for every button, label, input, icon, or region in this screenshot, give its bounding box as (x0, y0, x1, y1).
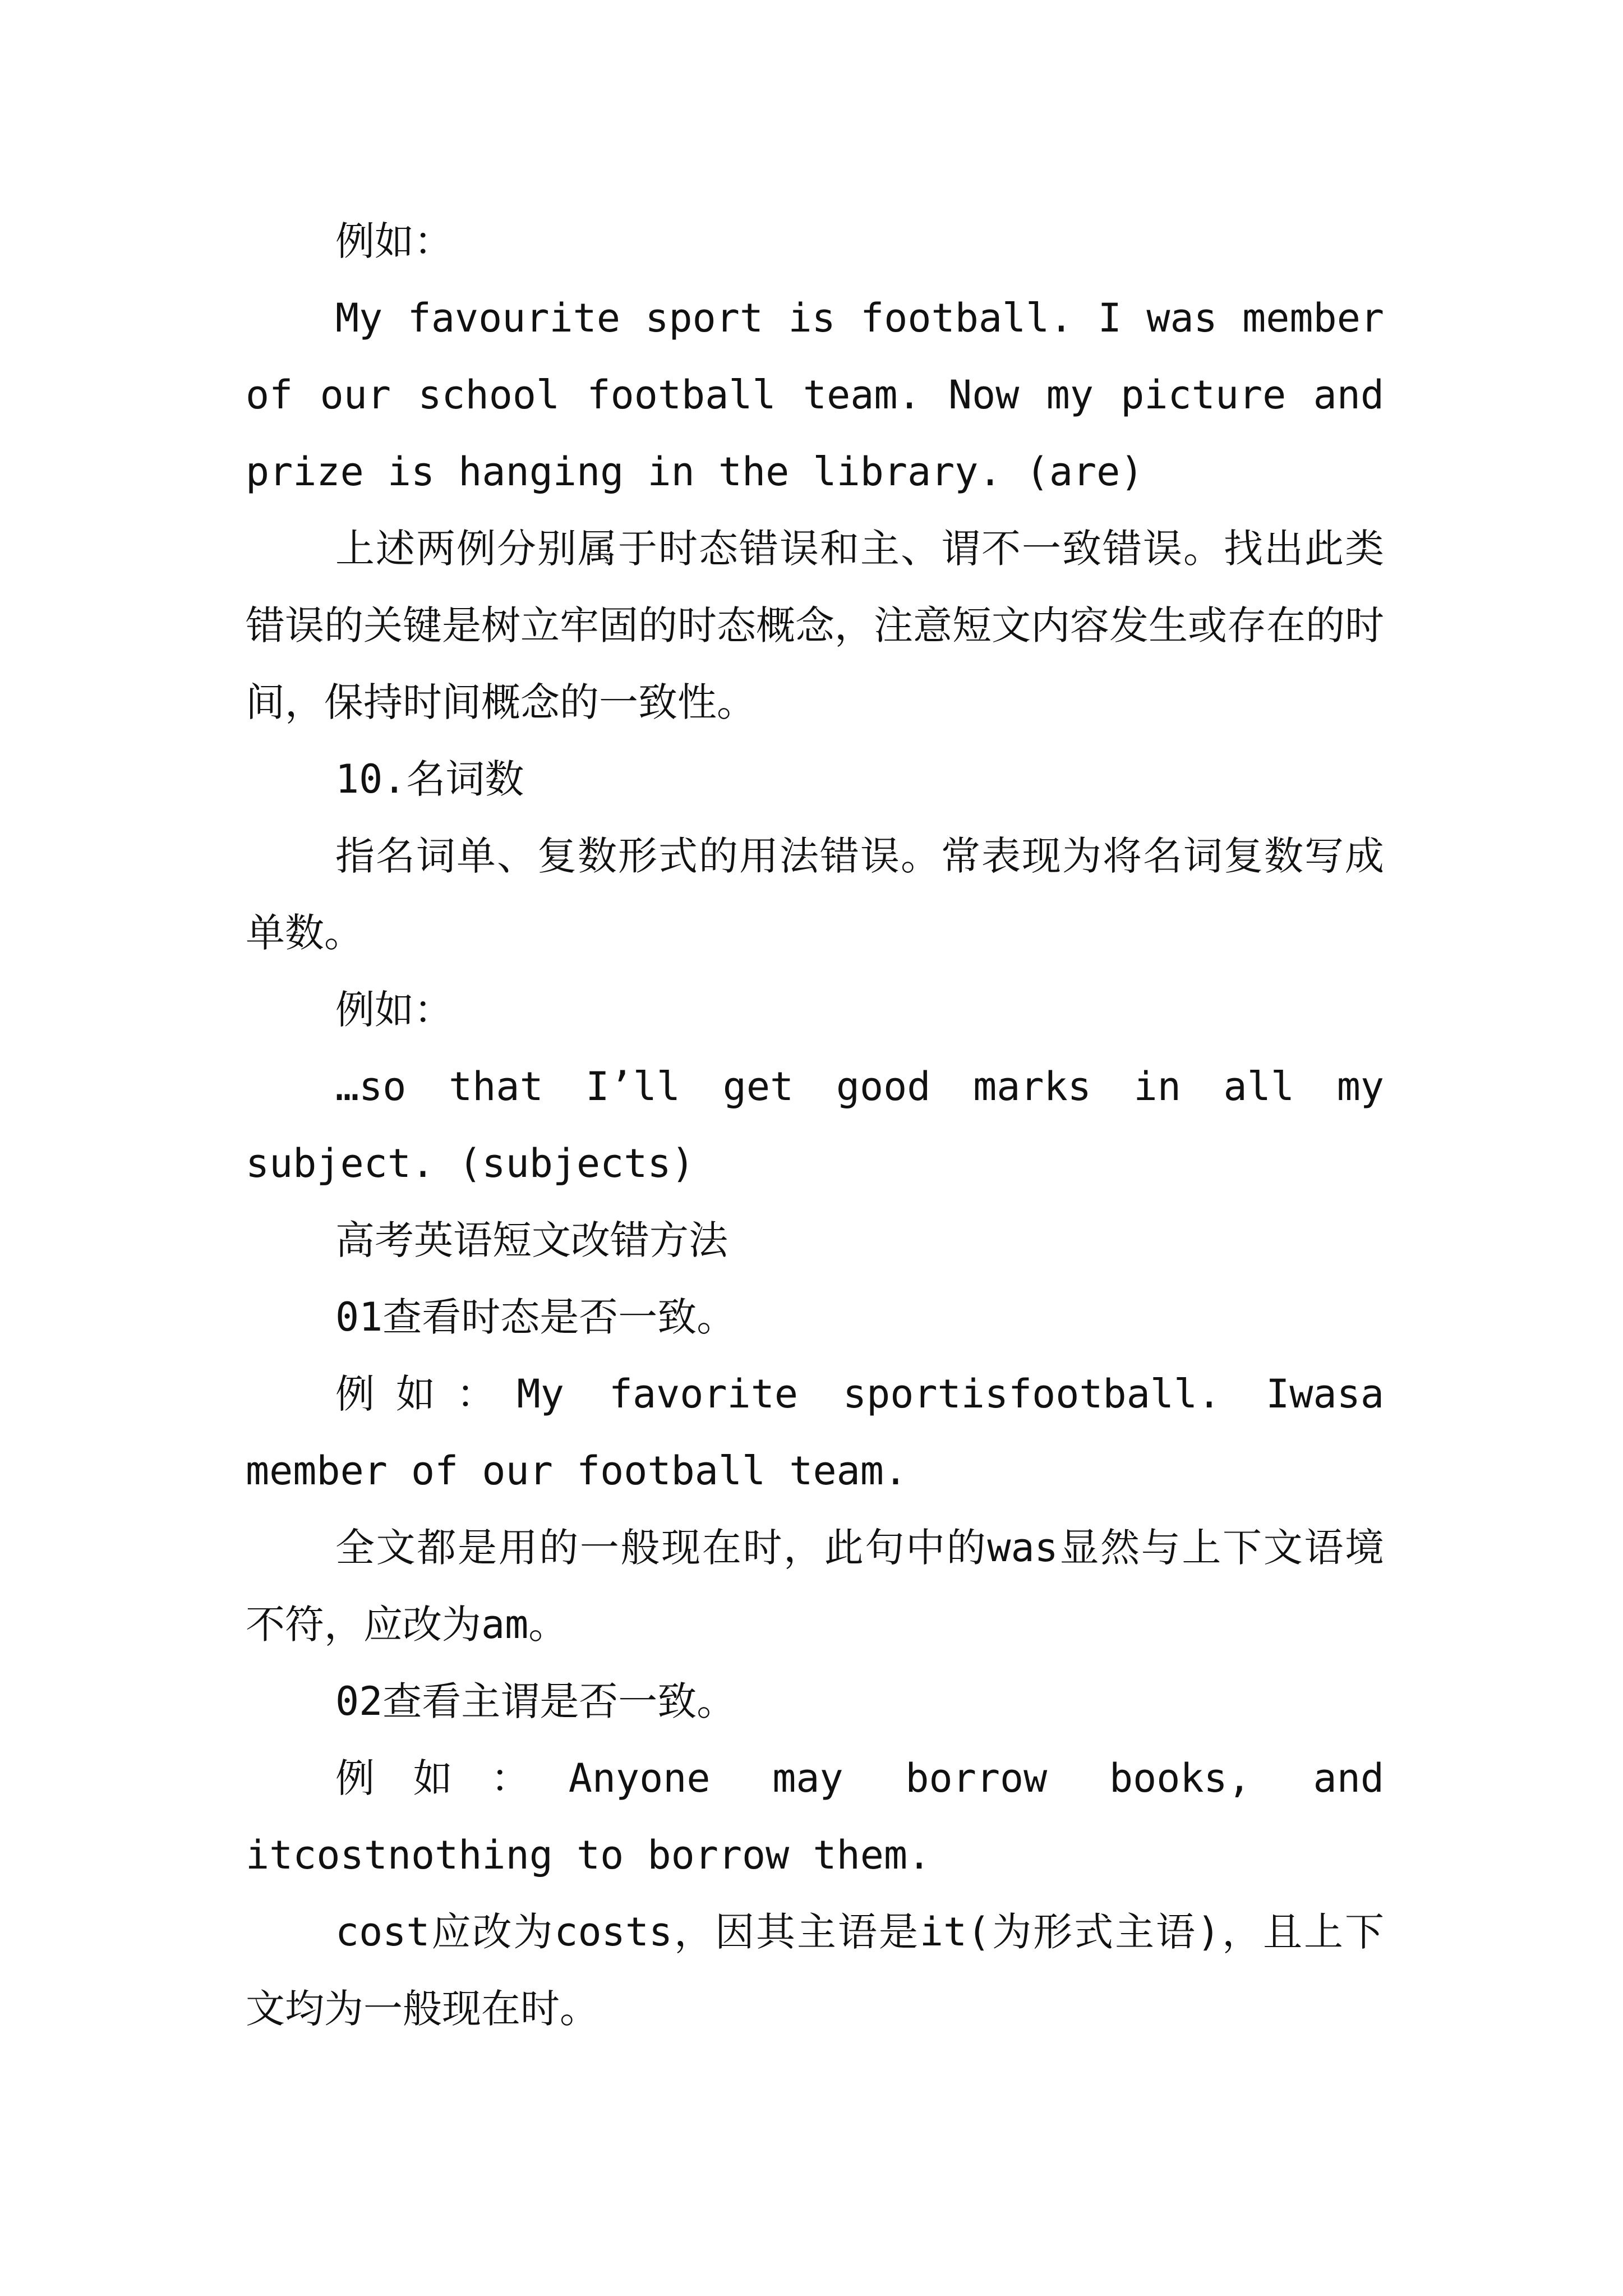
paragraph-example-football-sentence: My favourite sport is football. I was member of our school football team. Now my picture and prize is hanging in the library. (are) (246, 295, 1384, 495)
paragraph-example-label-2: 例如： (335, 987, 453, 1033)
paragraph-example-label-1: 例如： (335, 218, 453, 264)
paragraph-tense-agreement-explanation: 上述两例分别属于时态错误和主、谓不一致错误。找出此类错误的关键是树立牢固的时态概念，注意短文内容发生或存在的时间，保持时间概念的一致性。 (246, 526, 1384, 725)
method-01-example: 例如：My favorite sportisfootball. Iwasa member of our football team. (246, 1371, 1384, 1494)
paragraph-example-subjects-sentence: …so that I’ll get good marks in all my subject. (subjects) (246, 1064, 1384, 1186)
section-heading-noun-number: 10.名词数 (335, 756, 524, 802)
method-02-example: 例如：Anyone may borrow books, and itcostnothing to borrow them. (246, 1755, 1384, 1878)
method-01-explanation: 全文都是用的一般现在时，此句中的was显然与上下文语境不符，应改为am。 (246, 1525, 1384, 1648)
document-body (246, 203, 1384, 2047)
paragraph-noun-number-definition: 指名词单、复数形式的用法错误。常表现为将名词复数写成单数。 (246, 833, 1384, 956)
method-02-heading: 02查看主谓是否一致。 (335, 1678, 736, 1724)
method-01-heading: 01查看时态是否一致。 (335, 1294, 736, 1340)
method-02-explanation: cost应改为costs，因其主语是it(为形式主语)，且上下文均为一般现在时。 (246, 1909, 1384, 2032)
section-heading-correction-methods: 高考英语短文改错方法 (335, 1217, 728, 1263)
